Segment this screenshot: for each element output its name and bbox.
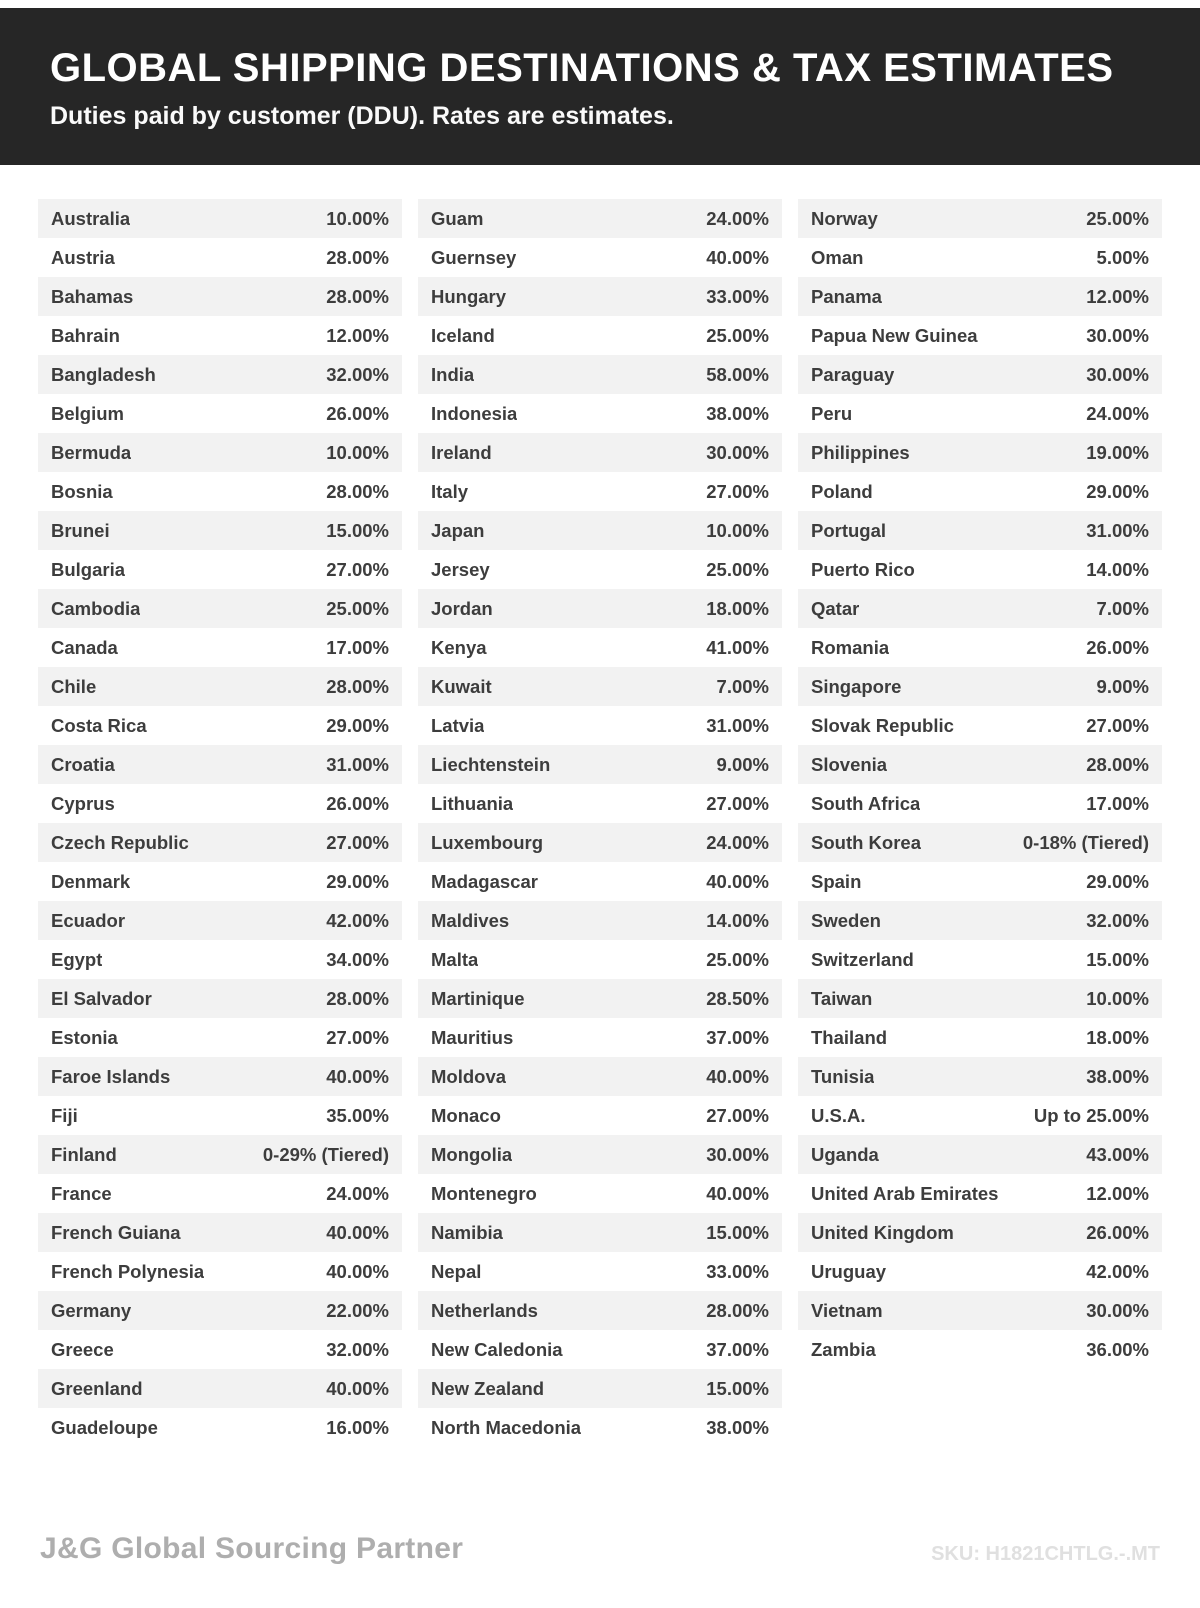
country-label: Martinique bbox=[431, 987, 525, 1009]
country-label: Kenya bbox=[431, 636, 487, 658]
country-label: French Guiana bbox=[51, 1221, 181, 1243]
country-label: Bermuda bbox=[51, 441, 132, 463]
country-label: Costa Rica bbox=[51, 714, 147, 736]
table-row bbox=[418, 784, 782, 823]
country-label: Guadeloupe bbox=[51, 1416, 158, 1438]
table-row bbox=[418, 1408, 782, 1447]
rate-value: 15.00% bbox=[706, 1221, 769, 1243]
table-row bbox=[38, 1057, 402, 1096]
rate-value: 10.00% bbox=[706, 519, 769, 541]
table-row bbox=[38, 628, 402, 667]
country-label: Montenegro bbox=[431, 1182, 537, 1204]
rate-value: 17.00% bbox=[1086, 792, 1149, 814]
table-row bbox=[418, 1252, 782, 1291]
country-label: Czech Republic bbox=[51, 831, 189, 853]
rate-value: 30.00% bbox=[706, 441, 769, 463]
rate-value: 12.00% bbox=[326, 324, 389, 346]
rate-value: Up to 25.00% bbox=[1033, 1104, 1149, 1126]
country-label: Bosnia bbox=[51, 480, 113, 502]
table-row bbox=[418, 628, 782, 667]
country-label: Luxembourg bbox=[431, 831, 544, 853]
country-label: Papua New Guinea bbox=[811, 324, 978, 346]
country-label: Namibia bbox=[431, 1221, 503, 1243]
table-row bbox=[418, 901, 782, 940]
rate-value: 14.00% bbox=[1086, 558, 1149, 580]
country-label: Australia bbox=[51, 207, 131, 229]
table-row bbox=[38, 316, 402, 355]
country-label: Peru bbox=[811, 402, 853, 424]
table-row bbox=[38, 1018, 402, 1057]
rate-value: 25.00% bbox=[326, 597, 389, 619]
table-row bbox=[38, 1252, 402, 1291]
country-label: Greenland bbox=[51, 1377, 143, 1399]
rate-value: 29.00% bbox=[1086, 480, 1149, 502]
country-label: Madagascar bbox=[431, 870, 538, 892]
country-label: Malta bbox=[431, 948, 479, 970]
table-row bbox=[418, 238, 782, 277]
table-row bbox=[798, 355, 1162, 394]
rate-value: 28.00% bbox=[326, 675, 389, 697]
page-title: GLOBAL SHIPPING DESTINATIONS & TAX ESTIMATES bbox=[50, 46, 1114, 90]
country-label: New Zealand bbox=[431, 1377, 545, 1399]
table-row bbox=[798, 667, 1162, 706]
rate-value: 24.00% bbox=[706, 207, 769, 229]
country-label: Paraguay bbox=[811, 363, 895, 385]
country-label: Kuwait bbox=[431, 675, 492, 697]
table-row bbox=[798, 784, 1162, 823]
table-row bbox=[418, 1057, 782, 1096]
table-row bbox=[418, 823, 782, 862]
rate-value: 7.00% bbox=[716, 675, 769, 697]
rate-value: 37.00% bbox=[706, 1026, 769, 1048]
rate-value: 40.00% bbox=[326, 1221, 389, 1243]
country-label: Liechtenstein bbox=[431, 753, 551, 775]
rate-value: 27.00% bbox=[326, 1026, 389, 1048]
rate-value: 33.00% bbox=[706, 285, 769, 307]
country-label: Ecuador bbox=[51, 909, 126, 931]
rate-value: 0-29% (Tiered) bbox=[262, 1143, 389, 1165]
country-label: El Salvador bbox=[51, 987, 152, 1009]
rate-value: 27.00% bbox=[706, 480, 769, 502]
country-label: United Arab Emirates bbox=[811, 1182, 999, 1204]
country-label: Greece bbox=[51, 1338, 114, 1360]
rate-value: 18.00% bbox=[706, 597, 769, 619]
table-row bbox=[798, 472, 1162, 511]
rate-value: 42.00% bbox=[326, 909, 389, 931]
country-label: Guam bbox=[431, 207, 484, 229]
country-label: Cyprus bbox=[51, 792, 115, 814]
table-row bbox=[798, 1291, 1162, 1330]
rate-value: 32.00% bbox=[326, 363, 389, 385]
rate-value: 34.00% bbox=[326, 948, 389, 970]
country-label: Bangladesh bbox=[51, 363, 156, 385]
country-label: Croatia bbox=[51, 753, 115, 775]
country-label: Bulgaria bbox=[51, 558, 126, 580]
rate-value: 32.00% bbox=[326, 1338, 389, 1360]
rate-value: 28.00% bbox=[326, 285, 389, 307]
country-label: Uruguay bbox=[811, 1260, 887, 1282]
rate-value: 12.00% bbox=[1086, 1182, 1149, 1204]
rate-value: 25.00% bbox=[706, 558, 769, 580]
table-row bbox=[38, 511, 402, 550]
table-row bbox=[418, 706, 782, 745]
rate-value: 26.00% bbox=[1086, 1221, 1149, 1243]
country-label: Mongolia bbox=[431, 1143, 513, 1165]
country-label: Guernsey bbox=[431, 246, 517, 268]
rate-value: 29.00% bbox=[326, 714, 389, 736]
rate-value: 22.00% bbox=[326, 1299, 389, 1321]
rate-value: 16.00% bbox=[326, 1416, 389, 1438]
table-row bbox=[38, 355, 402, 394]
header-banner bbox=[0, 8, 1200, 165]
table-row bbox=[418, 940, 782, 979]
rate-value: 29.00% bbox=[1086, 870, 1149, 892]
table-row bbox=[798, 550, 1162, 589]
table-row bbox=[38, 823, 402, 862]
country-label: U.S.A. bbox=[811, 1104, 866, 1126]
rate-value: 10.00% bbox=[1086, 987, 1149, 1009]
country-label: Netherlands bbox=[431, 1299, 538, 1321]
rate-value: 25.00% bbox=[706, 324, 769, 346]
country-label: Fiji bbox=[51, 1104, 78, 1126]
rate-value: 40.00% bbox=[326, 1260, 389, 1282]
rate-value: 17.00% bbox=[326, 636, 389, 658]
country-label: United Kingdom bbox=[811, 1221, 954, 1243]
table-row bbox=[38, 1174, 402, 1213]
rate-value: 58.00% bbox=[706, 363, 769, 385]
rate-value: 24.00% bbox=[706, 831, 769, 853]
country-label: Zambia bbox=[811, 1338, 876, 1360]
country-label: Portugal bbox=[811, 519, 887, 541]
country-label: Taiwan bbox=[811, 987, 873, 1009]
country-label: Jersey bbox=[431, 558, 490, 580]
table-row bbox=[418, 1369, 782, 1408]
country-label: Mauritius bbox=[431, 1026, 514, 1048]
country-label: Denmark bbox=[51, 870, 131, 892]
table-row bbox=[798, 1174, 1162, 1213]
country-label: Sweden bbox=[811, 909, 881, 931]
table-row bbox=[38, 277, 402, 316]
table-row bbox=[798, 1018, 1162, 1057]
table-row bbox=[418, 1174, 782, 1213]
country-label: Lithuania bbox=[431, 792, 514, 814]
rate-value: 30.00% bbox=[706, 1143, 769, 1165]
table-row bbox=[38, 589, 402, 628]
country-label: Spain bbox=[811, 870, 862, 892]
rate-value: 36.00% bbox=[1086, 1338, 1149, 1360]
country-label: Iceland bbox=[431, 324, 495, 346]
table-row bbox=[418, 1135, 782, 1174]
table-row bbox=[418, 1213, 782, 1252]
table-row bbox=[798, 433, 1162, 472]
table-row bbox=[38, 979, 402, 1018]
rate-value: 27.00% bbox=[706, 792, 769, 814]
table-row bbox=[38, 901, 402, 940]
table-row bbox=[38, 199, 402, 238]
country-label: Italy bbox=[431, 480, 469, 502]
rate-value: 9.00% bbox=[1096, 675, 1149, 697]
table-row bbox=[38, 1135, 402, 1174]
table-row bbox=[38, 1330, 402, 1369]
rate-value: 25.00% bbox=[706, 948, 769, 970]
brand-name: J&G Global Sourcing Partner bbox=[40, 1532, 464, 1565]
table-row bbox=[798, 589, 1162, 628]
rate-value: 25.00% bbox=[1086, 207, 1149, 229]
country-label: Canada bbox=[51, 636, 118, 658]
country-label: Japan bbox=[431, 519, 485, 541]
rate-value: 30.00% bbox=[1086, 363, 1149, 385]
table-row bbox=[418, 199, 782, 238]
country-label: Maldives bbox=[431, 909, 510, 931]
country-label: Latvia bbox=[431, 714, 485, 736]
rate-value: 40.00% bbox=[706, 246, 769, 268]
table-row bbox=[418, 862, 782, 901]
rate-value: 0-18% (Tiered) bbox=[1022, 831, 1149, 853]
country-label: Moldova bbox=[431, 1065, 507, 1087]
table-row bbox=[798, 277, 1162, 316]
table-row bbox=[798, 199, 1162, 238]
rate-value: 10.00% bbox=[326, 441, 389, 463]
country-label: Tunisia bbox=[811, 1065, 875, 1087]
table-row bbox=[38, 667, 402, 706]
rate-value: 31.00% bbox=[706, 714, 769, 736]
table-row bbox=[38, 1408, 402, 1447]
rate-value: 37.00% bbox=[706, 1338, 769, 1360]
rate-value: 27.00% bbox=[326, 831, 389, 853]
table-row bbox=[38, 550, 402, 589]
country-label: Faroe Islands bbox=[51, 1065, 171, 1087]
rate-value: 7.00% bbox=[1096, 597, 1149, 619]
country-label: Oman bbox=[811, 246, 864, 268]
rate-value: 10.00% bbox=[326, 207, 389, 229]
rate-value: 31.00% bbox=[326, 753, 389, 775]
country-label: Slovenia bbox=[811, 753, 888, 775]
country-label: Bahrain bbox=[51, 324, 120, 346]
country-label: Indonesia bbox=[431, 402, 518, 424]
rate-value: 28.00% bbox=[326, 987, 389, 1009]
table-row bbox=[38, 472, 402, 511]
table-row bbox=[418, 550, 782, 589]
country-label: Poland bbox=[811, 480, 873, 502]
table-row bbox=[798, 628, 1162, 667]
table-row bbox=[798, 511, 1162, 550]
rate-value: 19.00% bbox=[1086, 441, 1149, 463]
rate-value: 9.00% bbox=[716, 753, 769, 775]
country-label: Jordan bbox=[431, 597, 493, 619]
country-label: Brunei bbox=[51, 519, 110, 541]
page bbox=[0, 8, 1200, 1608]
country-label: Chile bbox=[51, 675, 97, 697]
table-row bbox=[38, 745, 402, 784]
table-row bbox=[418, 472, 782, 511]
rate-column-3 bbox=[798, 199, 1162, 1369]
country-label: Germany bbox=[51, 1299, 132, 1321]
country-label: Qatar bbox=[811, 597, 860, 619]
rate-value: 15.00% bbox=[1086, 948, 1149, 970]
rate-column-2 bbox=[418, 199, 782, 1447]
country-label: Cambodia bbox=[51, 597, 141, 619]
rate-value: 38.00% bbox=[706, 402, 769, 424]
rate-value: 18.00% bbox=[1086, 1026, 1149, 1048]
table-row bbox=[798, 706, 1162, 745]
country-label: French Polynesia bbox=[51, 1260, 205, 1282]
table-row bbox=[798, 862, 1162, 901]
rate-value: 29.00% bbox=[326, 870, 389, 892]
rate-value: 40.00% bbox=[326, 1065, 389, 1087]
footer bbox=[40, 1532, 1160, 1566]
rate-value: 38.00% bbox=[706, 1416, 769, 1438]
rate-value: 14.00% bbox=[706, 909, 769, 931]
country-label: Panama bbox=[811, 285, 882, 307]
page-subtitle: Duties paid by customer (DDU). Rates are estimates. bbox=[50, 102, 674, 130]
table-row bbox=[798, 745, 1162, 784]
table-row bbox=[798, 1057, 1162, 1096]
rate-value: 35.00% bbox=[326, 1104, 389, 1126]
table-row bbox=[798, 1252, 1162, 1291]
rate-value: 30.00% bbox=[1086, 1299, 1149, 1321]
rate-value: 26.00% bbox=[1086, 636, 1149, 658]
table-row bbox=[798, 1330, 1162, 1369]
rate-value: 26.00% bbox=[326, 402, 389, 424]
rate-value: 28.00% bbox=[706, 1299, 769, 1321]
table-row bbox=[418, 1096, 782, 1135]
country-label: France bbox=[51, 1182, 112, 1204]
rate-value: 42.00% bbox=[1086, 1260, 1149, 1282]
table-row bbox=[418, 745, 782, 784]
table-row bbox=[798, 1213, 1162, 1252]
country-label: Finland bbox=[51, 1143, 117, 1165]
table-row bbox=[418, 277, 782, 316]
table-row bbox=[798, 394, 1162, 433]
country-label: North Macedonia bbox=[431, 1416, 582, 1438]
rate-value: 40.00% bbox=[706, 1182, 769, 1204]
table-row bbox=[798, 316, 1162, 355]
table-row bbox=[418, 355, 782, 394]
country-label: Switzerland bbox=[811, 948, 914, 970]
table-row bbox=[418, 433, 782, 472]
table-row bbox=[38, 433, 402, 472]
table-row bbox=[38, 1096, 402, 1135]
table-row bbox=[38, 238, 402, 277]
rate-value: 27.00% bbox=[706, 1104, 769, 1126]
country-label: Monaco bbox=[431, 1104, 501, 1126]
table-row bbox=[798, 940, 1162, 979]
table-row bbox=[38, 784, 402, 823]
country-label: Slovak Republic bbox=[811, 714, 954, 736]
country-label: Estonia bbox=[51, 1026, 118, 1048]
country-label: Austria bbox=[51, 246, 115, 268]
rate-column-1 bbox=[38, 199, 402, 1447]
table-row bbox=[418, 316, 782, 355]
rate-value: 5.00% bbox=[1096, 246, 1149, 268]
rate-value: 41.00% bbox=[706, 636, 769, 658]
country-label: Nepal bbox=[431, 1260, 482, 1282]
table-row bbox=[798, 979, 1162, 1018]
table-row bbox=[38, 862, 402, 901]
rate-value: 26.00% bbox=[326, 792, 389, 814]
rate-value: 28.00% bbox=[326, 246, 389, 268]
table-row bbox=[798, 238, 1162, 277]
table-row bbox=[418, 394, 782, 433]
table-row bbox=[38, 1291, 402, 1330]
country-label: India bbox=[431, 363, 475, 385]
country-label: Puerto Rico bbox=[811, 558, 915, 580]
country-label: South Korea bbox=[811, 831, 921, 853]
country-label: Singapore bbox=[811, 675, 902, 697]
country-label: Hungary bbox=[431, 285, 507, 307]
rate-value: 28.00% bbox=[1086, 753, 1149, 775]
country-label: South Africa bbox=[811, 792, 921, 814]
rate-value: 33.00% bbox=[706, 1260, 769, 1282]
rate-value: 40.00% bbox=[326, 1377, 389, 1399]
rates-table bbox=[0, 165, 1200, 1447]
table-row bbox=[798, 1135, 1162, 1174]
table-row bbox=[418, 979, 782, 1018]
rate-value: 15.00% bbox=[326, 519, 389, 541]
rate-value: 27.00% bbox=[1086, 714, 1149, 736]
rate-value: 24.00% bbox=[326, 1182, 389, 1204]
country-label: Romania bbox=[811, 636, 890, 658]
country-label: Ireland bbox=[431, 441, 492, 463]
table-row bbox=[418, 1291, 782, 1330]
rate-value: 12.00% bbox=[1086, 285, 1149, 307]
rate-value: 28.50% bbox=[706, 987, 769, 1009]
rate-value: 38.00% bbox=[1086, 1065, 1149, 1087]
country-label: Uganda bbox=[811, 1143, 879, 1165]
country-label: Egypt bbox=[51, 948, 103, 970]
table-row bbox=[38, 1369, 402, 1408]
table-row bbox=[38, 940, 402, 979]
table-row bbox=[38, 1213, 402, 1252]
table-row bbox=[418, 667, 782, 706]
table-row bbox=[418, 1018, 782, 1057]
rate-value: 24.00% bbox=[1086, 402, 1149, 424]
country-label: Thailand bbox=[811, 1026, 888, 1048]
rate-value: 31.00% bbox=[1086, 519, 1149, 541]
table-row bbox=[798, 901, 1162, 940]
country-label: Vietnam bbox=[811, 1299, 883, 1321]
table-row bbox=[418, 589, 782, 628]
table-row bbox=[418, 511, 782, 550]
table-row bbox=[418, 1330, 782, 1369]
country-label: Bahamas bbox=[51, 285, 134, 307]
rate-value: 40.00% bbox=[706, 1065, 769, 1087]
rate-value: 15.00% bbox=[706, 1377, 769, 1399]
rate-value: 40.00% bbox=[706, 870, 769, 892]
rate-value: 27.00% bbox=[326, 558, 389, 580]
rate-value: 30.00% bbox=[1086, 324, 1149, 346]
country-label: Norway bbox=[811, 207, 878, 229]
table-row bbox=[38, 706, 402, 745]
country-label: Philippines bbox=[811, 441, 910, 463]
country-label: Belgium bbox=[51, 402, 124, 424]
table-row bbox=[798, 1096, 1162, 1135]
rate-value: 43.00% bbox=[1086, 1143, 1149, 1165]
rate-value: 28.00% bbox=[326, 480, 389, 502]
table-row bbox=[38, 394, 402, 433]
rate-value: 32.00% bbox=[1086, 909, 1149, 931]
country-label: New Caledonia bbox=[431, 1338, 563, 1360]
sku-label: SKU: H1821CHTLG.-.MT bbox=[931, 1543, 1160, 1565]
table-row bbox=[798, 823, 1162, 862]
